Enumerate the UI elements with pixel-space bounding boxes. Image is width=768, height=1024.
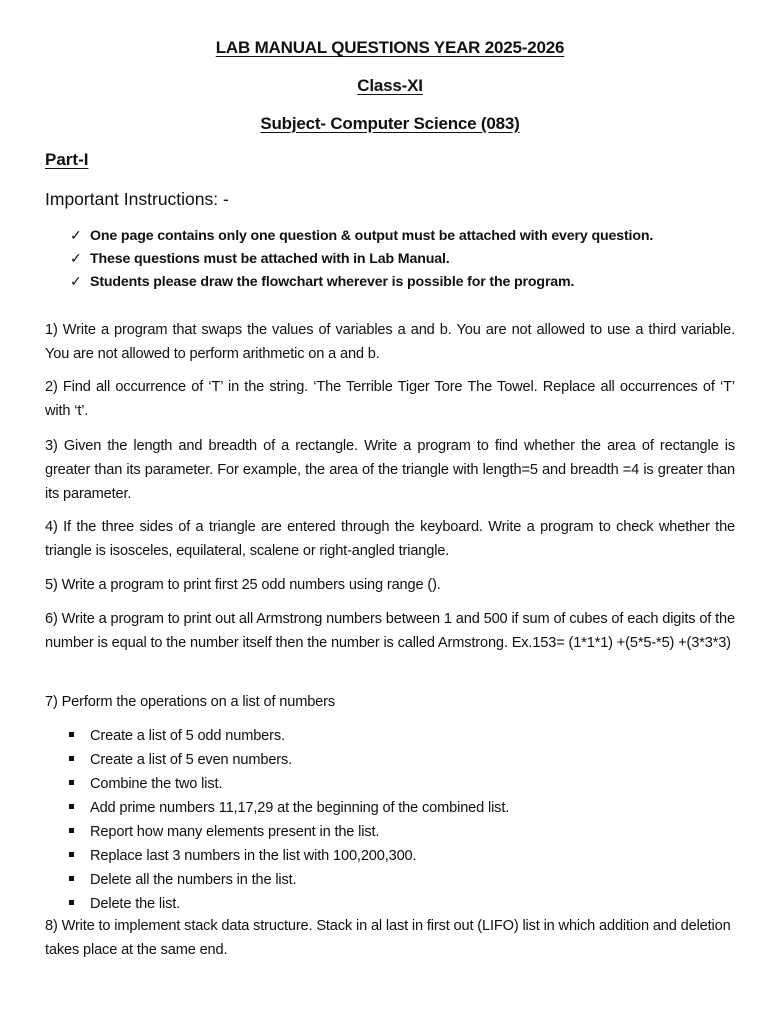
question-1: 1) Write a program that swaps the values of variables a and b. You are not allowed to use a third variable. You are not allowed to perform arithmetic on a and b. (45, 322, 735, 362)
instruction-text: One page contains only one question & output must be attached with every question. (90, 228, 654, 244)
question-8: 8) Write to implement stack data structure. Stack in al last in first out (LIFO) list in which addition and deletion takes place at the same end. (45, 918, 731, 958)
question-4: 4) If the three sides of a triangle are entered through the keyboard. Write a program to check whether the triangle is isosceles, equilateral, scalene or right-angled triangle. (45, 519, 735, 559)
question-2: 2) Find all occurrence of ‘T’ in the string. ‘The Terrible Tiger Tore The Towel. Replace all occurrences of ‘T’ with ‘t’. (45, 379, 735, 419)
step-item (69, 844, 509, 868)
step-text: Replace last 3 numbers in the list with 100,200,300. (90, 848, 417, 864)
step-item (69, 796, 509, 820)
instructions-heading: Important Instructions: - (45, 189, 229, 209)
step-text: Delete the list. (90, 896, 181, 912)
square-bullet-icon (69, 804, 74, 809)
step-item (69, 892, 509, 916)
square-bullet-icon (69, 756, 74, 761)
step-item (69, 868, 509, 892)
check-mark-icon: ✓ (70, 227, 82, 243)
check-mark-icon: ✓ (70, 250, 82, 266)
step-text: Create a list of 5 odd numbers. (90, 728, 285, 744)
step-item (69, 724, 509, 748)
document-title: LAB MANUAL QUESTIONS YEAR 2025-2026 (215, 38, 565, 57)
square-bullet-icon (69, 900, 74, 905)
instruction-item (70, 248, 653, 271)
instructions-list (70, 225, 653, 294)
question-3: 3) Given the length and breadth of a rectangle. Write a program to find whether the area of rectangle is greater than its parameter. For example, the area of the triangle with length=5 and breadth =4 is greater than its parameter. (45, 438, 735, 502)
step-item (69, 772, 509, 796)
subject-heading: Subject- Computer Science (083) (260, 114, 520, 133)
square-bullet-icon (69, 780, 74, 785)
step-text: Create a list of 5 even numbers. (90, 752, 293, 768)
instruction-text: These questions must be attached with in Lab Manual. (90, 251, 450, 267)
square-bullet-icon (69, 876, 74, 881)
step-item (69, 820, 509, 844)
check-mark-icon: ✓ (70, 273, 82, 289)
step-text: Add prime numbers 11,17,29 at the beginning of the combined list. (90, 800, 510, 816)
step-item (69, 748, 509, 772)
instruction-text: Students please draw the flowchart wherever is possible for the program. (90, 274, 575, 290)
instruction-item (70, 225, 653, 248)
square-bullet-icon (69, 828, 74, 833)
question-7: 7) Perform the operations on a list of numbers (45, 694, 335, 710)
square-bullet-icon (69, 732, 74, 737)
question-7-steps (69, 724, 509, 916)
step-text: Report how many elements present in the list. (90, 824, 380, 840)
question-6: 6) Write a program to print out all Armstrong numbers between 1 and 500 if sum of cubes of each digits of the number is equal to the number itself then the number is called Armstrong. Ex.153= (1*1*1) +(5*5-*5) +(3*3*3) (45, 611, 735, 651)
question-5: 5) Write a program to print first 25 odd numbers using range (). (45, 577, 441, 593)
instruction-item (70, 271, 653, 294)
square-bullet-icon (69, 852, 74, 857)
part-heading: Part-I (45, 150, 89, 169)
step-text: Delete all the numbers in the list. (90, 872, 297, 888)
step-text: Combine the two list. (90, 776, 223, 792)
class-heading: Class-XI (357, 76, 423, 95)
